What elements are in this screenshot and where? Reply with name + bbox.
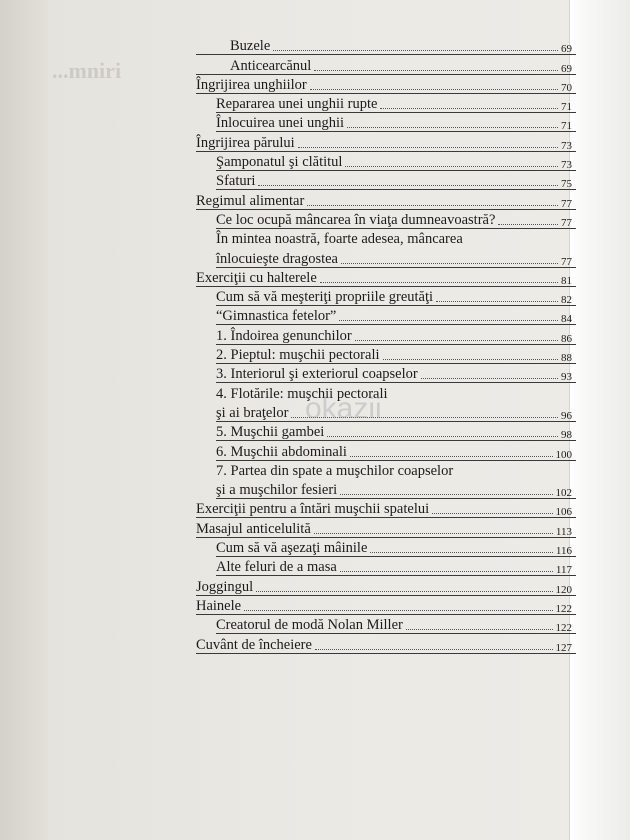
toc-page-number: 113 bbox=[555, 525, 572, 538]
dot-leader bbox=[347, 127, 558, 128]
toc-page-number: 98 bbox=[561, 429, 572, 442]
toc-entry-title: şi a muşchilor fesieri bbox=[216, 482, 338, 499]
toc-page-number: 84 bbox=[561, 313, 572, 326]
toc-page-number: 77 bbox=[561, 216, 572, 229]
page-edge bbox=[569, 0, 630, 840]
toc-entry bbox=[196, 36, 576, 55]
toc-entry-title: Joggingul bbox=[196, 578, 254, 595]
toc-entry-title: 2. Pieptul: muşchii pectorali bbox=[216, 347, 380, 364]
toc-entry-title: Alte feluri de a masa bbox=[216, 559, 337, 576]
toc-entry-title: Regimul alimentar bbox=[196, 192, 305, 209]
dot-leader bbox=[310, 89, 558, 90]
toc-entry-title: Buzele bbox=[230, 38, 271, 55]
toc-entry bbox=[196, 132, 576, 151]
dot-leader bbox=[314, 70, 558, 71]
toc-entry bbox=[196, 557, 576, 576]
toc-entry-title: Exerciţii pentru a întări muşchii spatelui bbox=[196, 501, 430, 518]
toc-page-number: 73 bbox=[561, 159, 572, 172]
dot-leader bbox=[273, 50, 558, 51]
table-of-contents bbox=[196, 36, 576, 654]
dot-leader bbox=[406, 629, 553, 630]
toc-entry bbox=[196, 615, 576, 634]
toc-page-number: 106 bbox=[555, 506, 572, 519]
toc-entry bbox=[196, 268, 576, 287]
dot-leader bbox=[350, 456, 553, 457]
toc-entry-title: Repararea unei unghii rupte bbox=[216, 96, 378, 113]
entry-underline bbox=[216, 460, 576, 461]
toc-page-number: 71 bbox=[561, 101, 572, 114]
toc-entry-title: Sfaturi bbox=[216, 173, 256, 190]
toc-entry-title: “Gimnastica fetelor” bbox=[216, 308, 337, 325]
dot-leader bbox=[341, 263, 558, 264]
toc-page-number: 120 bbox=[555, 583, 572, 596]
dot-leader bbox=[355, 340, 558, 341]
toc-entry bbox=[196, 152, 576, 171]
watermark-logo: okazii bbox=[305, 392, 382, 425]
toc-entry-line: 4. Flotările: muşchii pectorali bbox=[216, 385, 388, 402]
toc-entry-line: În mintea noastră, foarte adesea, mâncarea bbox=[216, 231, 463, 248]
toc-page-number: 86 bbox=[561, 332, 572, 345]
toc-entry bbox=[196, 596, 576, 615]
toc-page-number: 69 bbox=[561, 43, 572, 56]
dot-leader bbox=[315, 649, 553, 650]
toc-entry bbox=[196, 325, 576, 344]
toc-entry-title: Ce loc ocupă mâncarea în viaţa dumneavoastră? bbox=[216, 211, 496, 228]
entry-underline bbox=[216, 228, 576, 229]
toc-page-number: 75 bbox=[561, 178, 572, 191]
toc-entry-title: 3. Interiorul şi exteriorul coapselor bbox=[216, 366, 418, 383]
toc-entry bbox=[196, 171, 576, 190]
toc-page-number: 122 bbox=[555, 602, 572, 615]
dot-leader bbox=[298, 147, 558, 148]
toc-page-number: 116 bbox=[555, 545, 572, 558]
dot-leader bbox=[432, 513, 552, 514]
toc-page-number: 70 bbox=[561, 81, 572, 94]
spine-shadow bbox=[0, 0, 48, 840]
toc-entry bbox=[196, 248, 576, 267]
dot-leader bbox=[370, 552, 553, 553]
toc-entry-title: 6. Muşchii abdominali bbox=[216, 443, 347, 460]
toc-entry-title: Hainele bbox=[196, 597, 242, 614]
dot-leader bbox=[339, 320, 558, 321]
toc-entry-line: 7. Partea din spate a muşchilor coapselor bbox=[216, 462, 454, 479]
entry-underline bbox=[216, 382, 576, 383]
toc-entry bbox=[196, 113, 576, 132]
entry-underline bbox=[196, 653, 576, 654]
dot-leader bbox=[421, 378, 558, 379]
toc-page-number: 73 bbox=[561, 139, 572, 152]
toc-entry-title: şi ai braţelor bbox=[216, 404, 289, 421]
toc-entry-title: Înlocuirea unei unghii bbox=[216, 115, 345, 132]
toc-entry bbox=[196, 364, 576, 383]
toc-entry-title: Îngrijirea părului bbox=[196, 134, 295, 151]
toc-entry bbox=[196, 538, 576, 557]
toc-entry bbox=[196, 306, 576, 325]
dot-leader bbox=[314, 533, 553, 534]
toc-entry-title: Cuvânt de încheiere bbox=[196, 636, 312, 653]
toc-entry-title: 1. Îndoirea genunchilor bbox=[216, 327, 352, 344]
show-through-text: ...mniri bbox=[52, 58, 122, 83]
dot-leader bbox=[320, 282, 558, 283]
toc-entry-title: Îngrijirea unghiilor bbox=[196, 76, 307, 93]
toc-page-number: 69 bbox=[561, 62, 572, 75]
dot-leader bbox=[436, 301, 558, 302]
toc-entry-title: Cum să vă aşezaţi mâinile bbox=[216, 540, 368, 557]
toc-entry bbox=[196, 190, 576, 209]
toc-entry bbox=[196, 210, 576, 229]
toc-entry bbox=[196, 422, 576, 441]
toc-entry-title: Anticearcănul bbox=[230, 57, 312, 74]
toc-entry bbox=[196, 75, 576, 94]
dot-leader bbox=[345, 166, 558, 167]
toc-entry bbox=[196, 634, 576, 653]
dot-leader bbox=[380, 108, 558, 109]
toc-page-number: 127 bbox=[555, 641, 572, 654]
toc-page-number: 77 bbox=[561, 197, 572, 210]
toc-entry bbox=[196, 499, 576, 518]
toc-page-number: 122 bbox=[555, 622, 572, 635]
dot-leader bbox=[340, 494, 552, 495]
toc-entry-title: Masajul anticelulită bbox=[196, 520, 311, 537]
toc-entry bbox=[196, 480, 576, 499]
toc-entry bbox=[196, 441, 576, 460]
toc-page-number: 81 bbox=[561, 274, 572, 287]
dot-leader bbox=[340, 571, 553, 572]
toc-entry bbox=[196, 345, 576, 364]
dot-leader bbox=[383, 359, 558, 360]
toc-page-number: 77 bbox=[561, 255, 572, 268]
toc-page-number: 96 bbox=[561, 409, 572, 422]
toc-entry-title: înlocuieşte dragostea bbox=[216, 250, 338, 267]
dot-leader bbox=[327, 436, 558, 437]
toc-entry bbox=[196, 287, 576, 306]
toc-entry-title: Şamponatul şi clătitul bbox=[216, 154, 343, 171]
toc-entry-title: Cum să vă meşteriţi propriile greutăţi bbox=[216, 289, 434, 306]
dot-leader bbox=[244, 610, 552, 611]
toc-page-number: 88 bbox=[561, 352, 572, 365]
toc-entry bbox=[196, 576, 576, 595]
dot-leader bbox=[256, 591, 552, 592]
toc-page-number: 71 bbox=[561, 120, 572, 133]
toc-page-number: 102 bbox=[555, 487, 572, 500]
toc-entry-title: Creatorul de modă Nolan Miller bbox=[216, 617, 403, 634]
dot-leader bbox=[498, 224, 558, 225]
toc-page-number: 82 bbox=[561, 294, 572, 307]
toc-entry bbox=[196, 55, 576, 74]
dot-leader bbox=[258, 185, 558, 186]
toc-entry-title: 5. Muşchii gambei bbox=[216, 424, 325, 441]
toc-entry bbox=[196, 403, 576, 422]
toc-entry bbox=[196, 518, 576, 537]
toc-page-number: 117 bbox=[555, 564, 572, 577]
dot-leader bbox=[307, 205, 558, 206]
toc-page-number: 100 bbox=[555, 448, 572, 461]
toc-page-number: 93 bbox=[561, 371, 572, 384]
toc-entry bbox=[196, 94, 576, 113]
toc-entry-title: Exerciţii cu halterele bbox=[196, 269, 317, 286]
